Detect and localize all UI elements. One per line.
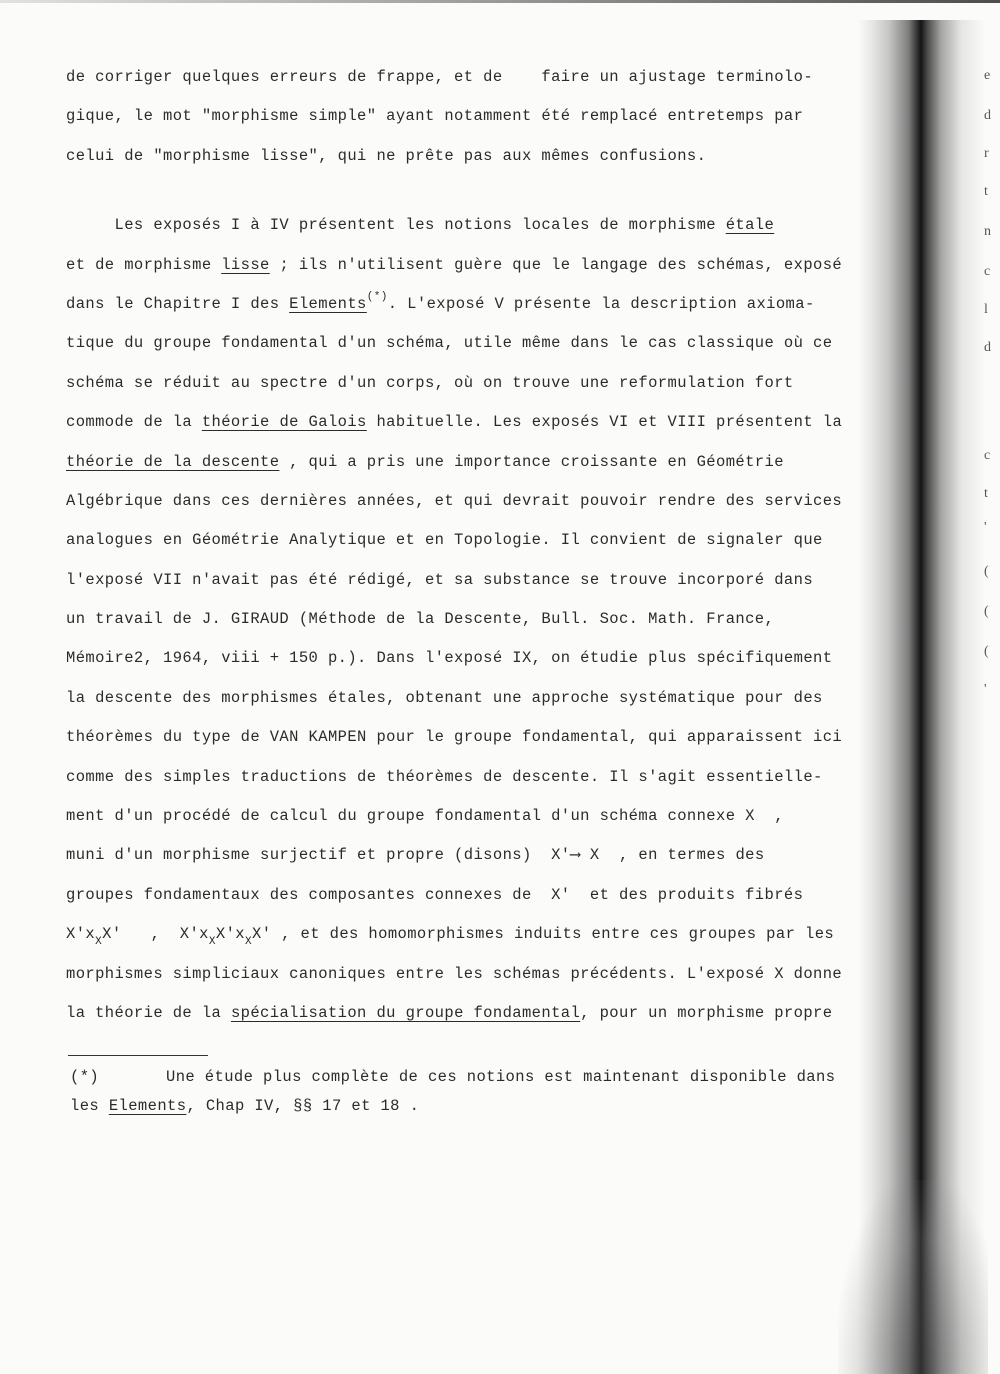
p2-line-5: schéma se réduit au spectre d'un corps, où on trouve une reformulation fort (66, 373, 794, 392)
footnote-reference: (*) (366, 290, 388, 303)
edge-letter: t (984, 184, 988, 199)
p1-line-3: celui de "morphisme lisse", qui ne prête pas aux mêmes confusions. (66, 146, 707, 165)
fiber-product-1 (66, 925, 122, 949)
p2-line-6 (66, 403, 866, 442)
edge-letter: ( (984, 644, 989, 659)
text-run: muni d'un morphisme surjectif et propre (disons) X' (66, 846, 571, 865)
underlined-term-specialisation: spécialisation du groupe fondamental (230, 1003, 581, 1022)
text-run: dans le Chapitre I des (66, 294, 290, 313)
p2-line-16: ment d'un procédé de calcul du groupe fondamental d'un schéma connexe X , (66, 807, 784, 826)
p2-line-7 (66, 443, 866, 482)
p2-line-11: un travail de J. GIRAUD (Méthode de la Descente, Bull. Soc. Math. France, (66, 610, 775, 629)
formula-part: X'x (215, 925, 245, 944)
footnote-line-1 (70, 1063, 870, 1092)
text-run: les (70, 1097, 109, 1115)
text-run: X , en termes des (580, 846, 765, 865)
underlined-term-elements: Elements (289, 294, 367, 313)
p2-line-14: théorèmes du type de VAN KAMPEN pour le groupe fondamental, qui apparaissent ici (66, 728, 843, 747)
main-text (66, 58, 866, 1033)
text-run: , Chap IV, §§ 17 et 18 . (186, 1097, 420, 1115)
formula-subscript: X (244, 936, 252, 949)
footnote-mark: (*) (70, 1068, 100, 1086)
text-run: habituelle. Les exposés VI et VIII présentent la (366, 413, 843, 432)
edge-letter: ' (984, 520, 987, 535)
edge-letter: d (984, 108, 991, 123)
edge-letter: r (984, 146, 989, 161)
edge-letter: e (984, 68, 991, 83)
p2-line-1 (66, 206, 866, 245)
edge-letter: n (984, 224, 991, 239)
footnote-text: Une étude plus complète de ces notions est maintenant disponible dans (166, 1068, 836, 1086)
text-run: , qui a pris une importance croissante en Géométrie (279, 452, 784, 471)
text-run: , et des homomorphismes induits entre ces groupes par les (271, 925, 835, 944)
text-run: , pour un morphisme propre (580, 1003, 833, 1022)
footnote-separator (68, 1055, 208, 1056)
underlined-term-galois: théorie de Galois (201, 413, 367, 432)
edge-letter: ' (984, 682, 987, 697)
p2-line-3 (66, 285, 866, 324)
text-run: commode de la (66, 413, 202, 432)
formula-part: X'x (66, 925, 96, 944)
underlined-term-descente: théorie de la descente (66, 452, 280, 471)
p1-line-2: gique, le mot "morphisme simple" ayant notamment été remplacé entretemps par (66, 107, 804, 126)
edge-letter: l (984, 302, 988, 317)
p2-line-4: tique du groupe fondamental d'un schéma, utile même dans le cas classique où ce (66, 334, 833, 353)
text-run: Les exposés I à IV présentent les notions locales de morphisme (66, 216, 726, 235)
underlined-term-etale: étale (725, 216, 775, 235)
paragraph-gap (66, 176, 866, 206)
arrow-symbol: ⟶ (570, 846, 581, 865)
p1-line-1: de corriger quelques erreurs de frappe, et de faire un ajustage terminolo- (66, 68, 814, 86)
p2-line-15: comme des simples traductions de théorèmes de descente. Il s'agit essentielle- (66, 767, 823, 786)
formula-subscript: X (208, 936, 216, 949)
p2-line-17 (66, 836, 866, 875)
p2-line-20: morphismes simpliciaux canoniques entre les schémas précédents. L'exposé X donne (66, 964, 843, 983)
top-edge-rule (0, 0, 1000, 3)
edge-letter: c (984, 264, 991, 279)
edge-letter: ( (984, 564, 989, 579)
edge-letter: t (984, 486, 988, 501)
p2-line-18: groupes fondamentaux des composantes connexes de X' et des produits fibrés (66, 885, 804, 904)
p2-line-12: Mémoire2, 1964, viii + 150 p.). Dans l'exposé IX, on étudie plus spécifiquement (66, 649, 833, 668)
text-run: ; ils n'utilisent guère que le langage des schémas, exposé (269, 255, 843, 274)
formula-subscript: X (95, 936, 103, 949)
text-run: . L'exposé V présente la description axioma- (387, 294, 815, 313)
p2-line-10: l'exposé VII n'avait pas été rédigé, et sa substance se trouve incorporé dans (66, 570, 814, 589)
p2-line-8: Algébrique dans ces dernières années, et qui devrait pouvoir rendre des services (66, 491, 843, 510)
p2-line-2 (66, 246, 866, 285)
text-run: et de morphisme (66, 255, 222, 274)
text-run: la théorie de la (66, 1003, 231, 1022)
fiber-product-2 (179, 925, 272, 949)
formula-part: X'x (179, 925, 209, 944)
edge-letter: c (984, 448, 991, 463)
p2-line-9: analogues en Géométrie Analytique et en Topologie. Il convient de signaler que (66, 531, 823, 550)
p2-line-21 (66, 994, 866, 1033)
formula-part: X' (102, 925, 122, 944)
binding-shadow (858, 20, 984, 1374)
binding-shadow-bottom (838, 1180, 988, 1374)
underlined-term-lisse: lisse (221, 255, 270, 274)
p2-line-13: la descente des morphismes étales, obtenant une approche systématique pour des (66, 688, 823, 707)
footnote (70, 1063, 870, 1121)
footnote-line-2 (70, 1092, 870, 1121)
formula-part: X' (252, 925, 272, 944)
edge-letter: d (984, 340, 991, 355)
edge-letter: ( (984, 604, 989, 619)
p2-line-19: $X'x_XX'$ , $X'x_XX'x_XX'$ , et des homomorphismes induits entre ces groupes par les (66, 925, 835, 949)
underlined-term-elements: Elements (108, 1097, 187, 1115)
